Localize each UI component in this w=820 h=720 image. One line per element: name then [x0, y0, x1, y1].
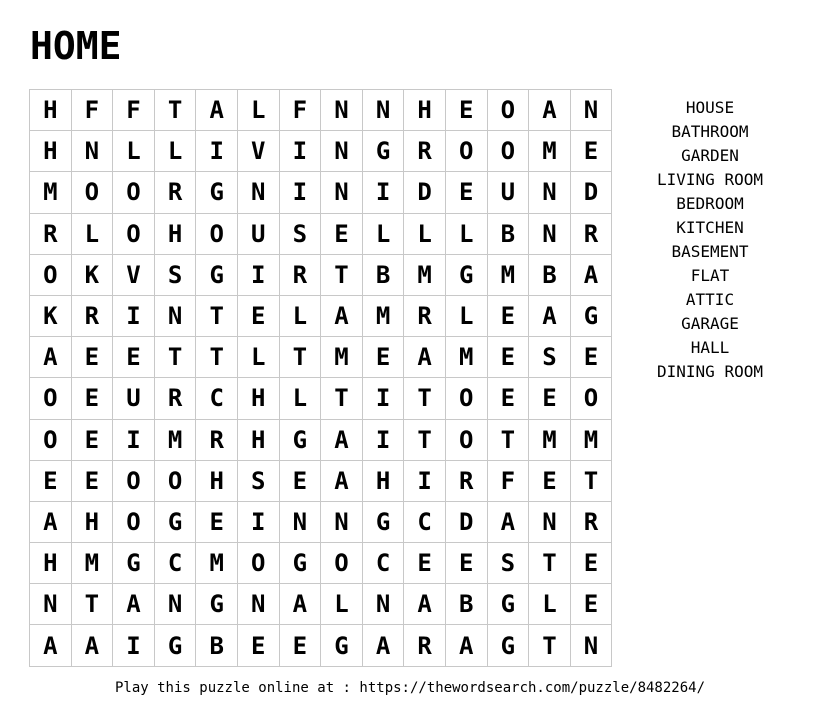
grid-cell[interactable]: O — [30, 419, 72, 460]
grid-cell[interactable]: N — [321, 172, 363, 213]
grid-cell[interactable]: T — [71, 584, 113, 625]
grid-cell[interactable]: V — [237, 131, 279, 172]
grid-cell[interactable]: M — [321, 337, 363, 378]
grid-cell[interactable]: B — [362, 254, 404, 295]
grid-cell[interactable]: O — [445, 419, 487, 460]
grid-cell[interactable]: G — [196, 584, 238, 625]
grid-cell[interactable]: E — [279, 625, 321, 666]
grid-cell[interactable]: S — [237, 460, 279, 501]
grid-cell[interactable]: L — [279, 378, 321, 419]
grid-cell[interactable]: E — [570, 543, 612, 584]
grid-cell[interactable]: K — [71, 254, 113, 295]
grid-cell[interactable]: L — [154, 131, 196, 172]
grid-cell[interactable]: I — [404, 460, 446, 501]
grid-cell[interactable]: B — [445, 584, 487, 625]
grid-cell[interactable]: L — [321, 584, 363, 625]
grid-cell[interactable]: F — [71, 90, 113, 131]
grid-cell[interactable]: M — [196, 543, 238, 584]
grid-cell[interactable]: M — [487, 254, 529, 295]
grid-cell[interactable]: T — [321, 378, 363, 419]
grid-cell[interactable]: T — [404, 378, 446, 419]
grid-cell[interactable]: I — [113, 419, 155, 460]
grid-cell[interactable]: N — [529, 172, 571, 213]
grid-cell[interactable]: K — [30, 295, 72, 336]
grid-row — [30, 543, 612, 584]
grid-cell[interactable]: H — [362, 460, 404, 501]
grid-cell[interactable]: E — [113, 337, 155, 378]
grid-cell[interactable]: M — [570, 419, 612, 460]
grid-cell[interactable]: E — [529, 378, 571, 419]
word-list-item: ATTIC — [685, 290, 735, 309]
word-list-item: GARDEN — [681, 146, 739, 165]
grid-cell[interactable]: G — [445, 254, 487, 295]
grid-cell[interactable]: E — [196, 501, 238, 542]
grid-cell[interactable]: O — [237, 543, 279, 584]
grid-cell[interactable]: T — [154, 337, 196, 378]
grid-cell[interactable]: T — [321, 254, 363, 295]
grid-cell[interactable]: H — [196, 460, 238, 501]
grid-cell[interactable]: E — [445, 543, 487, 584]
grid-row — [30, 213, 612, 254]
grid-cell[interactable]: M — [154, 419, 196, 460]
grid-cell[interactable]: A — [321, 460, 363, 501]
grid-cell[interactable]: G — [487, 584, 529, 625]
grid-cell[interactable]: H — [71, 501, 113, 542]
grid-row — [30, 501, 612, 542]
grid-cell[interactable]: I — [113, 625, 155, 666]
grid-cell[interactable]: N — [321, 501, 363, 542]
grid-cell[interactable]: E — [30, 460, 72, 501]
word-list-item: LIVING ROOM — [657, 170, 763, 189]
grid-cell[interactable]: O — [71, 172, 113, 213]
grid-cell[interactable]: G — [362, 131, 404, 172]
grid-cell[interactable]: N — [321, 90, 363, 131]
grid-cell[interactable]: N — [570, 90, 612, 131]
grid-cell[interactable]: N — [237, 172, 279, 213]
grid-cell[interactable]: I — [362, 378, 404, 419]
grid-cell[interactable]: E — [445, 172, 487, 213]
grid-cell[interactable]: H — [237, 378, 279, 419]
grid-cell[interactable]: R — [154, 172, 196, 213]
grid-cell[interactable]: L — [237, 90, 279, 131]
grid-cell[interactable]: U — [487, 172, 529, 213]
grid-cell[interactable]: T — [279, 337, 321, 378]
grid-cell[interactable]: O — [30, 378, 72, 419]
grid-cell[interactable]: A — [30, 337, 72, 378]
grid-cell[interactable]: A — [321, 419, 363, 460]
grid-cell[interactable]: G — [570, 295, 612, 336]
word-list-item: GARAGE — [681, 314, 739, 333]
grid-cell[interactable]: E — [237, 625, 279, 666]
grid-cell[interactable]: G — [321, 625, 363, 666]
grid-cell[interactable]: N — [529, 213, 571, 254]
grid-cell[interactable]: O — [321, 543, 363, 584]
grid-cell[interactable]: F — [487, 460, 529, 501]
grid-cell[interactable]: R — [404, 295, 446, 336]
grid-cell[interactable]: A — [529, 90, 571, 131]
grid-cell[interactable]: V — [113, 254, 155, 295]
grid-row — [30, 584, 612, 625]
grid-cell[interactable]: R — [154, 378, 196, 419]
grid-cell[interactable]: A — [487, 501, 529, 542]
grid-cell[interactable]: I — [196, 131, 238, 172]
grid-cell[interactable]: E — [71, 419, 113, 460]
grid-cell[interactable]: M — [404, 254, 446, 295]
grid-cell[interactable]: C — [362, 543, 404, 584]
page-title: HOME — [30, 24, 122, 68]
grid-cell[interactable]: A — [321, 295, 363, 336]
word-list-item: KITCHEN — [676, 218, 744, 237]
grid-cell[interactable]: A — [404, 337, 446, 378]
grid-cell[interactable]: E — [570, 584, 612, 625]
grid-cell[interactable]: N — [362, 584, 404, 625]
grid-row — [30, 337, 612, 378]
grid-cell[interactable]: N — [529, 501, 571, 542]
grid-cell[interactable]: D — [404, 172, 446, 213]
grid-cell[interactable]: E — [279, 460, 321, 501]
grid-cell[interactable]: S — [529, 337, 571, 378]
grid-cell[interactable]: N — [154, 295, 196, 336]
grid-cell[interactable]: R — [196, 419, 238, 460]
grid-cell[interactable]: L — [445, 213, 487, 254]
grid-cell[interactable]: R — [445, 460, 487, 501]
grid-cell[interactable]: M — [30, 172, 72, 213]
grid-cell[interactable]: F — [113, 90, 155, 131]
grid-cell[interactable]: G — [279, 419, 321, 460]
grid-cell[interactable]: T — [196, 295, 238, 336]
grid-cell[interactable]: A — [113, 584, 155, 625]
grid-cell[interactable]: N — [237, 584, 279, 625]
grid-cell[interactable]: I — [279, 131, 321, 172]
grid-cell[interactable]: T — [404, 419, 446, 460]
word-search-grid — [29, 89, 612, 667]
grid-cell[interactable]: I — [362, 419, 404, 460]
grid-cell[interactable]: O — [113, 213, 155, 254]
word-list-item: BASEMENT — [671, 242, 749, 261]
grid-cell[interactable]: E — [71, 378, 113, 419]
grid-cell[interactable]: E — [570, 131, 612, 172]
word-list-item: HALL — [690, 338, 730, 357]
grid-cell[interactable]: O — [30, 254, 72, 295]
word-list-item: BATHROOM — [671, 122, 749, 141]
grid-cell[interactable]: N — [30, 584, 72, 625]
grid-cell[interactable]: R — [71, 295, 113, 336]
grid-cell[interactable]: H — [30, 131, 72, 172]
grid-cell[interactable]: I — [237, 501, 279, 542]
grid-cell[interactable]: O — [487, 90, 529, 131]
grid-row — [30, 131, 612, 172]
word-list-item: FLAT — [690, 266, 730, 285]
grid-row — [30, 378, 612, 419]
grid-cell[interactable]: R — [404, 131, 446, 172]
grid-cell[interactable]: T — [529, 543, 571, 584]
grid-cell[interactable]: G — [487, 625, 529, 666]
grid-cell[interactable]: U — [237, 213, 279, 254]
grid-cell[interactable]: M — [445, 337, 487, 378]
grid-cell[interactable]: E — [237, 295, 279, 336]
grid-cell[interactable]: H — [30, 90, 72, 131]
grid-cell[interactable]: L — [362, 213, 404, 254]
grid-cell[interactable]: O — [487, 131, 529, 172]
grid-cell[interactable]: N — [362, 90, 404, 131]
grid-cell[interactable]: G — [362, 501, 404, 542]
grid-cell[interactable]: H — [404, 90, 446, 131]
grid-cell[interactable]: A — [404, 584, 446, 625]
grid-cell[interactable]: O — [113, 460, 155, 501]
grid-cell[interactable]: L — [113, 131, 155, 172]
grid-cell[interactable]: A — [30, 625, 72, 666]
grid-cell[interactable]: D — [445, 501, 487, 542]
grid-cell[interactable]: F — [279, 90, 321, 131]
grid-row — [30, 254, 612, 295]
grid-cell[interactable]: G — [196, 254, 238, 295]
grid-cell[interactable]: L — [529, 584, 571, 625]
grid-cell[interactable]: O — [570, 378, 612, 419]
word-list-item: HOUSE — [685, 98, 735, 117]
grid-cell[interactable]: A — [71, 625, 113, 666]
grid-cell[interactable]: T — [196, 337, 238, 378]
grid-cell[interactable]: E — [487, 295, 529, 336]
grid-cell[interactable]: H — [154, 213, 196, 254]
grid-cell[interactable]: T — [570, 460, 612, 501]
grid-cell[interactable]: O — [113, 172, 155, 213]
grid-cell[interactable]: E — [321, 213, 363, 254]
grid-cell[interactable]: E — [362, 337, 404, 378]
grid-cell[interactable]: G — [113, 543, 155, 584]
grid-cell[interactable]: A — [529, 295, 571, 336]
grid-cell[interactable]: E — [404, 543, 446, 584]
grid-cell[interactable]: A — [196, 90, 238, 131]
grid-cell[interactable]: T — [154, 90, 196, 131]
grid-cell[interactable]: G — [279, 543, 321, 584]
grid-cell[interactable]: I — [237, 254, 279, 295]
grid-cell[interactable]: M — [71, 543, 113, 584]
grid-cell[interactable]: A — [362, 625, 404, 666]
grid-row — [30, 172, 612, 213]
word-list — [640, 96, 780, 384]
grid-cell[interactable]: U — [113, 378, 155, 419]
grid-cell[interactable]: L — [445, 295, 487, 336]
grid-cell[interactable]: I — [362, 172, 404, 213]
grid-row — [30, 460, 612, 501]
grid-cell[interactable]: N — [321, 131, 363, 172]
grid-cell[interactable]: R — [570, 213, 612, 254]
word-list-item: DINING ROOM — [657, 362, 763, 381]
grid-cell[interactable]: C — [196, 378, 238, 419]
grid-cell[interactable]: A — [570, 254, 612, 295]
grid-cell[interactable]: O — [154, 460, 196, 501]
grid-cell[interactable]: S — [279, 213, 321, 254]
grid-cell[interactable]: L — [279, 295, 321, 336]
grid-cell[interactable]: M — [362, 295, 404, 336]
grid-cell[interactable]: O — [196, 213, 238, 254]
footer-link-text: Play this puzzle online at : https://thewordsearch.com/puzzle/8482264/ — [114, 680, 705, 696]
grid-cell[interactable]: E — [71, 337, 113, 378]
grid-cell[interactable]: N — [570, 625, 612, 666]
grid-cell[interactable]: T — [487, 419, 529, 460]
grid-cell[interactable]: N — [279, 501, 321, 542]
grid-cell[interactable]: A — [445, 625, 487, 666]
grid-cell[interactable]: B — [487, 213, 529, 254]
grid-row — [30, 625, 612, 666]
grid-cell[interactable]: M — [529, 419, 571, 460]
grid-cell[interactable]: T — [529, 625, 571, 666]
grid-cell[interactable]: I — [279, 172, 321, 213]
grid-cell[interactable]: R — [279, 254, 321, 295]
grid-row — [30, 90, 612, 131]
grid-cell[interactable]: B — [529, 254, 571, 295]
grid-cell[interactable]: S — [154, 254, 196, 295]
grid-cell[interactable]: E — [445, 90, 487, 131]
grid-cell[interactable]: O — [445, 378, 487, 419]
grid-cell[interactable]: G — [154, 501, 196, 542]
grid-cell[interactable]: C — [154, 543, 196, 584]
grid-cell[interactable]: B — [196, 625, 238, 666]
grid-cell[interactable]: L — [404, 213, 446, 254]
grid-cell[interactable]: M — [529, 131, 571, 172]
grid-cell[interactable]: H — [30, 543, 72, 584]
grid-cell[interactable]: D — [570, 172, 612, 213]
grid-cell[interactable]: N — [154, 584, 196, 625]
grid-cell[interactable]: A — [30, 501, 72, 542]
grid-cell[interactable]: E — [487, 337, 529, 378]
grid-cell[interactable]: R — [404, 625, 446, 666]
grid-cell[interactable]: R — [30, 213, 72, 254]
grid-cell[interactable]: E — [487, 378, 529, 419]
grid-cell[interactable]: R — [570, 501, 612, 542]
grid-cell[interactable]: O — [113, 501, 155, 542]
grid-cell[interactable]: N — [71, 131, 113, 172]
grid-cell[interactable]: E — [71, 460, 113, 501]
grid-cell[interactable]: L — [237, 337, 279, 378]
grid-cell[interactable]: L — [71, 213, 113, 254]
grid-row — [30, 419, 612, 460]
grid-cell[interactable]: A — [279, 584, 321, 625]
grid-cell[interactable]: G — [154, 625, 196, 666]
grid-row — [30, 295, 612, 336]
grid-cell[interactable]: O — [445, 131, 487, 172]
grid-cell[interactable]: S — [487, 543, 529, 584]
grid-cell[interactable]: H — [237, 419, 279, 460]
grid-cell[interactable]: E — [529, 460, 571, 501]
grid-cell[interactable]: G — [196, 172, 238, 213]
grid-cell[interactable]: C — [404, 501, 446, 542]
grid-cell[interactable]: E — [570, 337, 612, 378]
word-list-item: BEDROOM — [676, 194, 744, 213]
grid-cell[interactable]: I — [113, 295, 155, 336]
